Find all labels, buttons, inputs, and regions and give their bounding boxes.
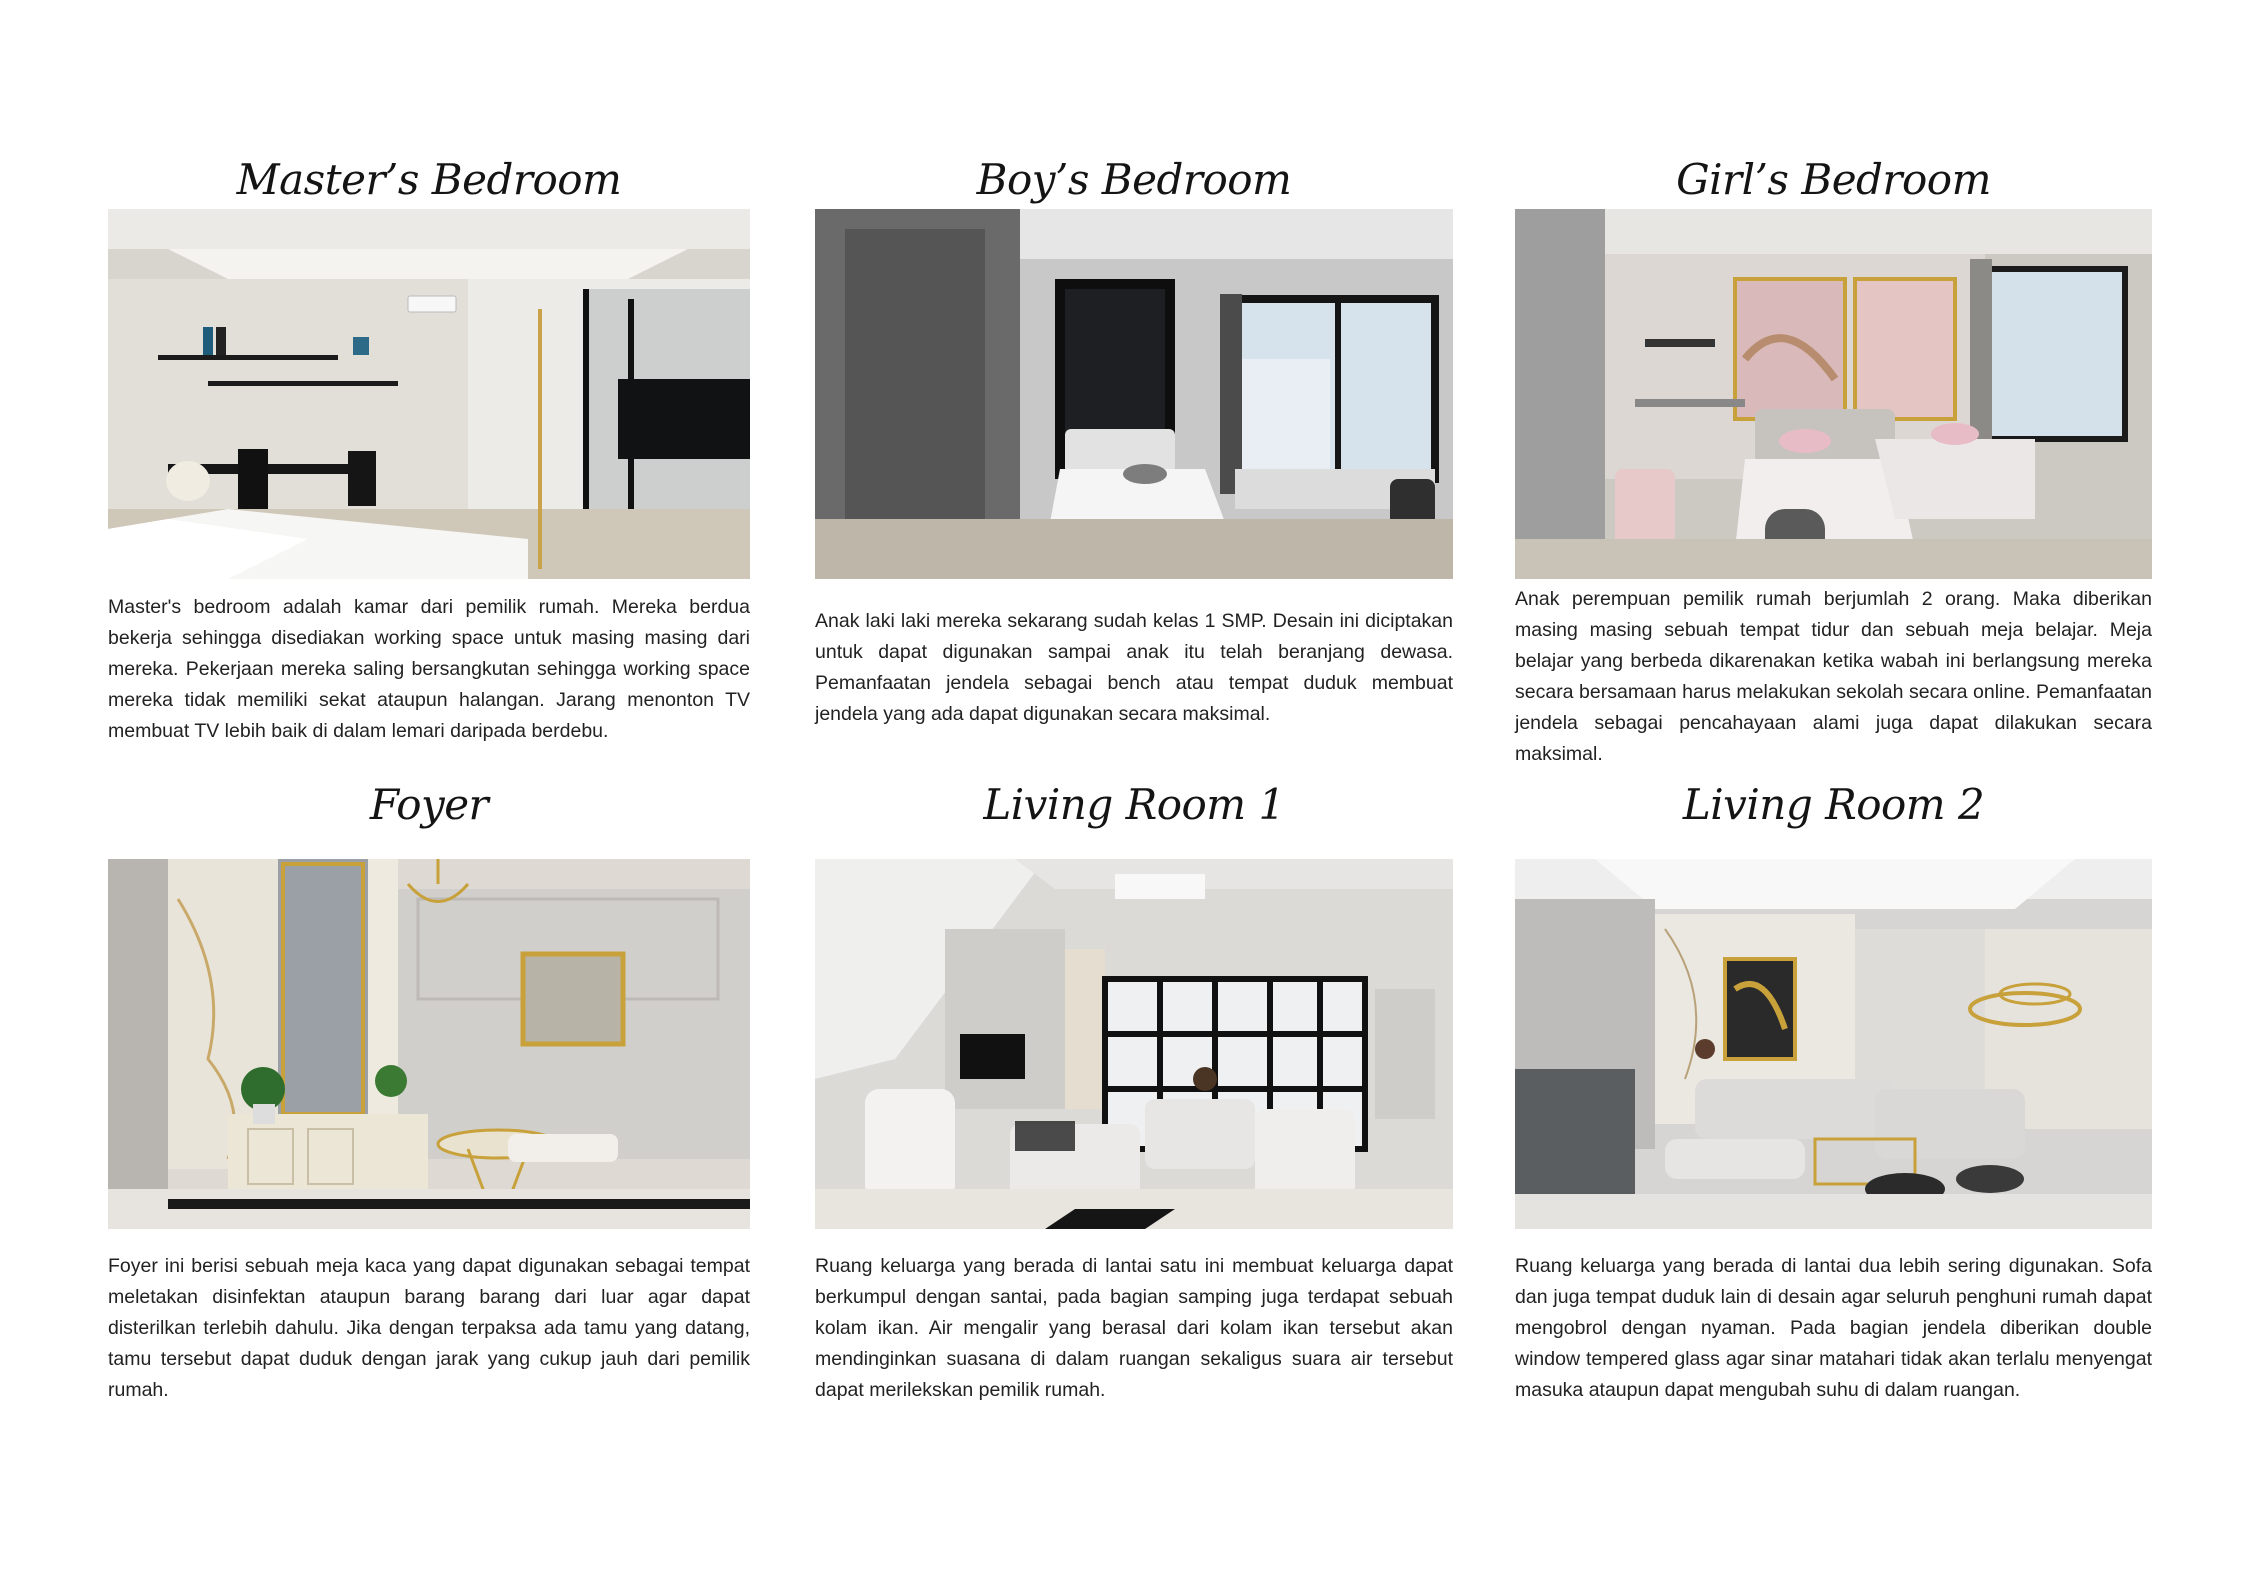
living-room-2-render — [1515, 859, 2152, 1229]
room-card-living-room-1 — [815, 0, 1453, 1500]
room-description: Foyer ini berisi sebuah meja kaca yang dapat digunakan sebagai tempat meletakan disinfektan ataupun barang barang dari luar agar dapat disterilkan terlebih dahulu. Jika dengan terpaksa ada tamu yang datang, tamu tersebut dapat duduk dengan jarak yang cukup jauh dari pemilik rumah. — [108, 1255, 750, 1401]
room-photo — [815, 859, 1453, 1229]
foyer-render — [108, 859, 750, 1229]
room-photo — [108, 859, 750, 1229]
room-title: Living Room 1 — [983, 780, 1285, 829]
room-description: Ruang keluarga yang berada di lantai satu ini membuat keluarga dapat berkumpul dengan santai, pada bagian samping juga terdapat sebuah kolam ikan. Air mengalir yang berasal dari kolam ikan tersebut akan mendinginkan suasana di dalam ruangan sekaligus suara air tersebut dapat merilekskan pemilik rumah. — [815, 1255, 1453, 1401]
living-room-1-render — [815, 859, 1453, 1229]
room-title: Living Room 2 — [1682, 780, 1985, 829]
room-photo — [1515, 859, 2152, 1229]
room-title: Girl’s Bedroom — [1676, 155, 1991, 204]
room-title: Master’s Bedroom — [236, 155, 622, 204]
room-description: Anak laki laki mereka sekarang sudah kelas 1 SMP. Desain ini diciptakan untuk dapat digunakan sampai anak itu telah beranjang dewasa. Pemanfaatan jendela sebagai bench atau tempat duduk membuat jendela yang ada dapat digunakan secara maksimal. — [815, 610, 1453, 725]
room-title: Foyer — [369, 780, 489, 829]
room-card-foyer — [108, 0, 750, 1500]
room-description: Master's bedroom adalah kamar dari pemilik rumah. Mereka berdua bekerja sehingga disediakan working space untuk masing masing dari mereka. Pekerjaan mereka saling bersangkutan sehingga working space mereka tidak memiliki sekat ataupun halangan. Jarang menonton TV membuat TV lebih baik di dalam lemari daripada berdebu. — [108, 596, 750, 742]
room-title: Boy’s Bedroom — [976, 155, 1292, 204]
room-description: Anak perempuan pemilik rumah berjumlah 2 orang. Maka diberikan masing masing sebuah tempat tidur dan sebuah meja belajar. Meja belajar yang berbeda dikarenakan ketika wabah ini berlangsung mereka secara bersamaan harus melakukan sekolah secara online. Pemanfaatan jendela sebagai pencahayaan alami juga dapat dilakukan secara maksimal. — [1515, 588, 2152, 765]
room-card-living-room-2 — [1515, 0, 2152, 1500]
room-description: Ruang keluarga yang berada di lantai dua lebih sering digunakan. Sofa dan juga tempat duduk lain di desain agar seluruh penghuni rumah dapat mengobrol dengan nyaman. Pada bagian jendela diberikan double window tempered glass agar sinar matahari tidak akan terlalu menyengat masuka ataupun dapat mengubah suhu di dalam ruangan. — [1515, 1255, 2152, 1401]
